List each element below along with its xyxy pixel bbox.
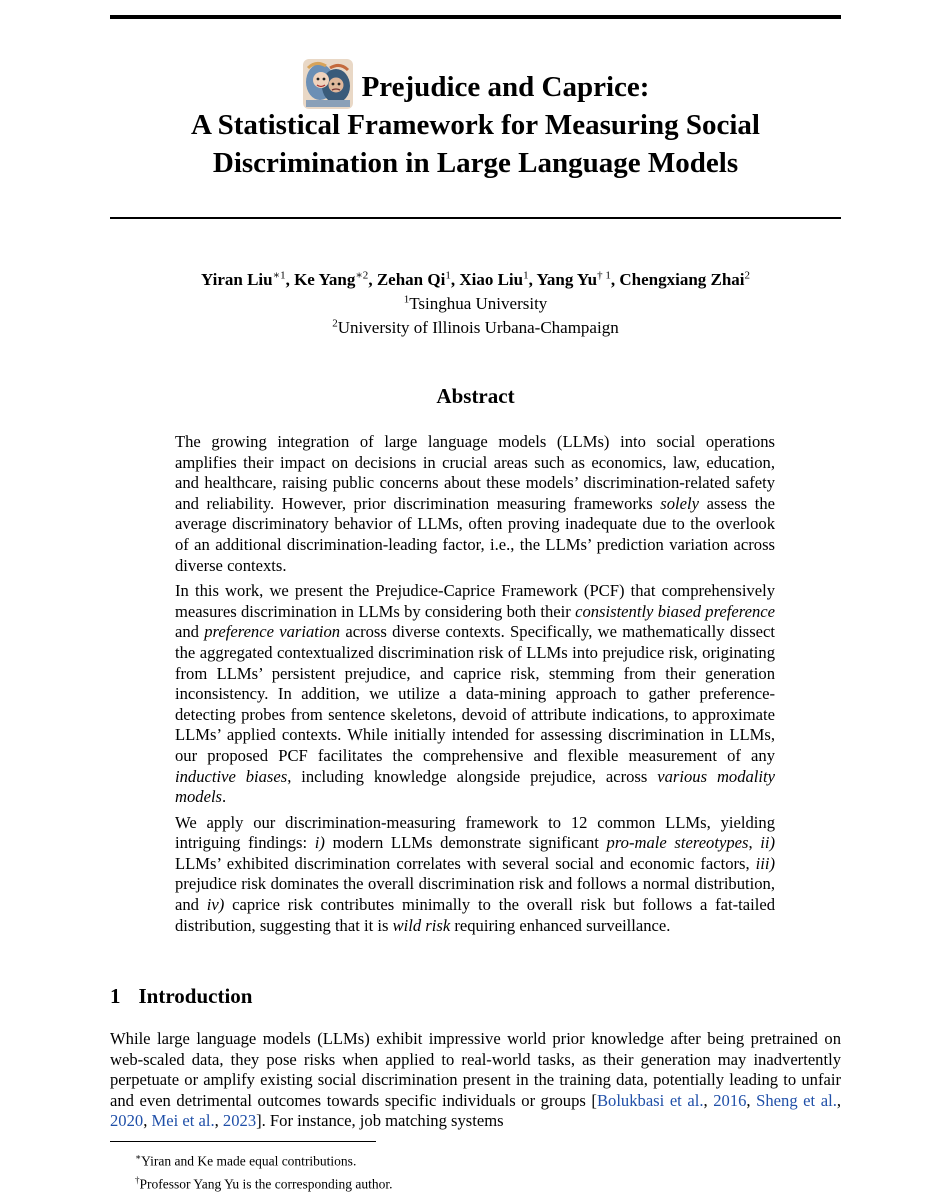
author-separator: , [285,270,295,289]
top-rule [110,15,841,19]
text-run: and [175,622,205,642]
abstract-heading: Abstract [436,384,515,408]
citation-link[interactable]: Bolukbasi et al. [596,1090,704,1110]
logo-icon [302,58,354,110]
text-run: pro-male stereotypes [606,833,749,853]
author-separator: , [450,270,460,289]
author-list [110,268,841,292]
text-run: caprice risk contributes minimally to the overall risk but follows a fat-tailed distribution, suggesting that it is [175,895,776,935]
text-run: across diverse contexts. Specifically, we mathematically dissect the aggregated contextualized discrimination risk of LLMs into prejudice risk, originating from LLMs’ persistent prejudice, and caprice risk, stemming from their generation inconsistency. In addition, we utilize a data-mining approach to gather preference-detecting probes from sentence skeletons, devoid of attribute indications, to approximate LLMs’ applied contexts. While initially intended for assessing discrimination in LLMs, our proposed PCF facilitates the comprehensive and flexible measurement of any [175,622,776,765]
text-run: wild risk [392,915,451,935]
text-run: , [746,1090,757,1110]
affiliation: $^1$Tsinghua University [403,293,548,313]
text-run: assess the average discriminatory behavior of LLMs, often proving inadequate due to the overlook of an additional discrimination-leading factor, i.e., the LLMs’ prediction variation across diverse contexts. [175,493,775,575]
author: Ke Yang [294,270,356,289]
author-marks: † 1 [597,269,611,282]
text-run: While large language models (LLMs) exhibit impressive world prior knowledge after being pretrained on web-scaled data, they pose risks when applied to real-world tasks, as their generation may inadvertently perpetuate or amplify existing social discrimination present in the training data, potentially leading to unfair and even detrimental outcomes towards specific individuals or groups [ [110,1029,841,1110]
citation-link[interactable]: 2023 [222,1111,257,1130]
author: Yiran Liu [200,270,273,289]
text-run: The growing integration of large language models (LLMs) into social operations amplifies their impact on decisions in crucial areas such as economics, law, education, and healthcare, raising public concerns about these models’ discrimination-related safety and reliability. However, prior discrimination measuring frameworks [175,432,775,513]
paper-title [110,58,841,182]
title-line-2: A Statistical Framework for Measuring Social [191,109,760,141]
section-heading-introduction [110,984,252,1009]
abstract-paragraph [175,813,775,937]
author-separator: , [610,270,620,289]
text-run: , including knowledge alongside prejudice, across [287,766,658,786]
text-run: , [214,1111,223,1130]
text-run: ii) [760,833,776,853]
author-marks: 1 [445,269,451,282]
author: Xiao Liu [459,270,524,289]
footnote: †Professor Yang Yu is the corresponding author. [135,1174,393,1191]
affiliation: $^2$University of Illinois Urbana-Champaign [332,317,619,337]
text-run: , [748,833,761,853]
author-separator: , [368,270,377,289]
text-run: ]. For instance, job matching systems [256,1111,504,1130]
text-run: LLMs’ exhibited discrimination correlates with several social and economic factors, [175,853,756,873]
citation-link[interactable]: 2016 [713,1090,747,1110]
text-run: We apply our discrimination-measuring framework to 12 common LLMs, yielding intriguing findings: [175,812,775,853]
author-marks: 1 [523,269,529,282]
abstract-paragraph [175,432,775,576]
text-run: modern LLMs demonstrate significant [324,833,607,853]
author-marks: ∗1 [272,269,286,282]
abstract-paragraph [175,581,775,808]
abstract-body [175,432,775,941]
introduction-paragraph [110,1029,841,1132]
author: Chengxiang Zhai [619,270,745,289]
title-line-3: Discrimination in Large Language Models [212,147,739,179]
text-run: , [836,1090,841,1110]
author-block [110,268,841,340]
text-run: i) [314,833,325,853]
text-run: inductive biases [175,766,288,786]
footnote: ∗Yiran and Ke made equal contributions. [135,1152,357,1169]
text-run: . [222,787,227,807]
text-run: prejudice risk dominates the overall discrimination risk and follows a normal distribution, and [175,874,775,915]
title-line-1: Prejudice and Caprice: [361,71,650,103]
footnote-rule [110,1141,376,1142]
author-marks: ∗2 [355,269,369,282]
author-separator: , [528,270,537,289]
footnotes [135,1148,392,1193]
section-number: 1 [110,984,121,1008]
text-run: preference variation [204,622,341,642]
text-run: iv) [206,895,225,915]
text-run: various modality models [175,766,776,807]
text-run: requiring enhanced surveillance. [450,915,671,935]
author: Zehan Qi [376,270,446,289]
text-run: solely [660,493,700,513]
citation-link[interactable]: 2020 [110,1111,144,1130]
title-bottom-rule [110,217,841,219]
citation-link[interactable]: Mei et al. [151,1111,215,1130]
text-run: , [703,1090,714,1110]
text-run: consistently biased preference [575,601,775,621]
text-run: iii) [755,853,775,873]
citation-link[interactable]: Sheng et al. [756,1090,837,1110]
section-title: Introduction [138,984,253,1008]
text-run: , [143,1111,152,1130]
text-run: In this work, we present the Prejudice-Caprice Framework (PCF) that comprehensively measures discrimination in LLMs by considering both their [175,581,775,621]
introduction-body [110,1029,841,1132]
author-marks: 2 [744,269,751,282]
author: Yang Yu [536,270,598,289]
